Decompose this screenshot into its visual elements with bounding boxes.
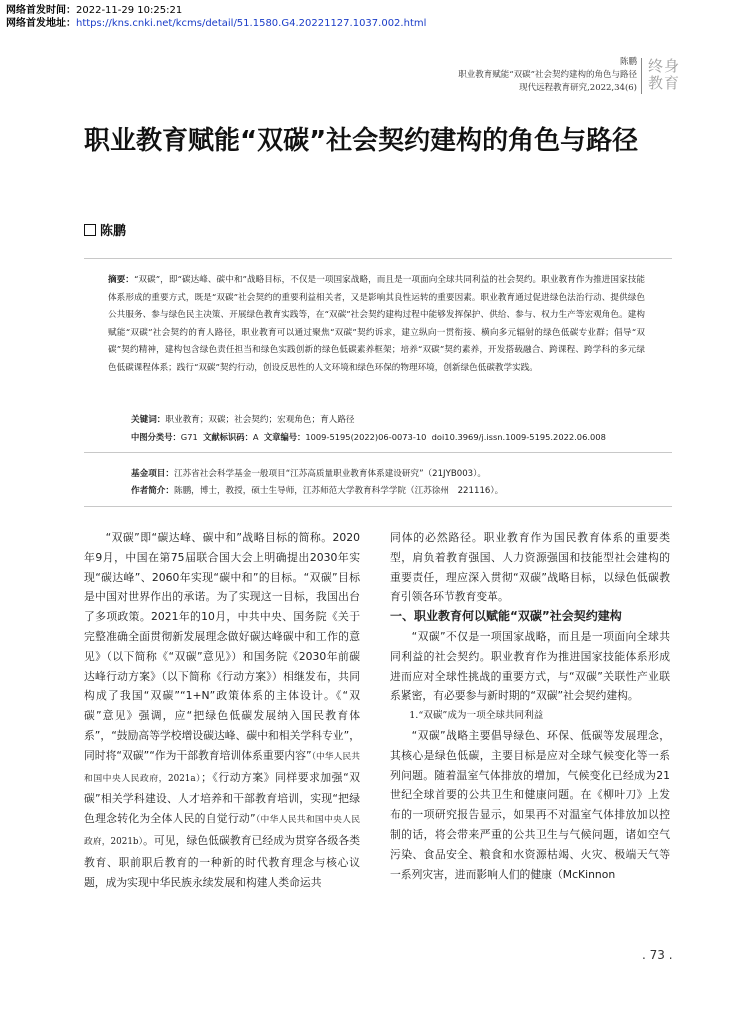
article-id-label: 文章编号： (263, 432, 306, 442)
abstract-label: 摘要： (108, 275, 134, 285)
article-title: 职业教育赋能“双碳”社会契约建构的角色与路径 (84, 126, 639, 156)
online-first-time-label: 网络首发时间： (6, 5, 76, 16)
body-column-left (84, 528, 360, 892)
body-paragraph (84, 528, 360, 892)
column-tag-line2: 教育 (648, 74, 681, 92)
citation: （中华人民共和国中央人民政府，2021a） (84, 751, 360, 784)
header-divider (641, 58, 642, 94)
online-first-time: 2022-11-29 10:25:21 (76, 5, 183, 16)
body-text: ；《行动方案》同样要求加强“双碳”相关学科建设、人才培养和干部教育培训，实现“把绿色理念转化为全体人民的自觉行动” (84, 770, 360, 826)
page-number: . 73 . (642, 948, 673, 962)
online-first-url-link[interactable]: https://kns.cnki.net/kcms/detail/51.1580.G4.20221127.1037.002.html (76, 18, 427, 29)
clc-value: G71 (180, 432, 198, 442)
rule-middle (84, 452, 672, 453)
abstract-text: “双碳”，即“碳达峰、碳中和”战略目标，不仅是一项国家战略，而且是一项面向全球共同利益的社会契约。职业教育作为推进国家技能体系形成的重要方式，既是“双碳”社会契约的重要利益相关者，又是影响其良性运转的重要因素。职业教育通过促进绿色法治行动、提供绿色公共服务、参与绿色民主决策、开展绿色教育实践等，在“双碳”社会契约建构过程中能够发挥保护、供给、参与、权力生产等宏观角色。建构赋能“双碳”社会契约的育人路径，职业教育可以通过聚焦“双碳”契约诉求，建立纵向一贯衔接、横向多元辐射的绿色低碳专业群；倡导“双碳”契约精神，建构包含绿色责任担当和绿色实践创新的绿色低碳素养框架；培养“双碳”契约素养，开发搭载融合、跨课程、跨学科的多元绿色低碳课程体系；践行“双碳”契约行动，创设反思性的人文环境和绿色环保的物理环境，创新绿色低碳教学实践。 (108, 275, 645, 373)
keywords-label: 关键词： (131, 415, 166, 425)
bio-text: 陈鹏，博士，教授，硕士生导师，江苏师范大学教育科学学院（江苏徐州 221116）。 (173, 486, 504, 496)
running-header-title: 职业教育赋能“双碳”社会契约建构的角色与路径 (458, 70, 637, 80)
body-paragraph: “双碳”不仅是一项国家战略，而且是一项面向全球共同利益的社会契约。职业教育作为推进国家技能体系形成进而应对全球性挑战的重要方式，与“双碳”关联性产业联系紧密，有必要参与新时期的“双碳”社会契约建构。 (390, 629, 670, 703)
body-paragraph: 同体的必然路径。职业教育作为国民教育体系的重要类型，肩负着教育强国、人力资源强国和技能型社会建构的重要责任，理应深入贯彻“双碳”战略目标，以绿色低碳教育引领各环节教育变革。 (390, 531, 670, 604)
column-tag-line1: 终身 (648, 57, 681, 75)
author-name: 陈鹏 (100, 224, 127, 239)
doc-code-value: A (252, 432, 259, 442)
running-header (458, 56, 637, 95)
classification-line (131, 431, 606, 443)
body-column-right (390, 528, 670, 884)
online-first-info (6, 4, 426, 30)
section-heading: 一、职业教育何以赋能“双碳”社会契约建构 (390, 609, 622, 624)
online-first-address-label: 网络首发地址： (6, 18, 76, 29)
fund-info (131, 466, 503, 500)
abstract (108, 272, 645, 377)
author-box-icon (84, 224, 96, 236)
rule-top (84, 258, 672, 259)
subsection-heading: 1.“双碳”成为一项全球共同利益 (409, 710, 544, 722)
article-author (84, 220, 126, 239)
column-tag (648, 58, 680, 92)
doi: doi10.3969/j.issn.1009-5195.2022.06.008 (431, 432, 606, 442)
running-header-journal: 现代远程教育研究,2022,34(6) (519, 83, 637, 93)
article-id-value: 1009-5195(2022)06-0073-10 (305, 432, 427, 442)
bio-label: 作者简介： (131, 486, 174, 496)
body-paragraph: “双碳”战略主要倡导绿色、环保、低碳等发展理念，其核心是绿色低碳，主要目标是应对全球气候变化等一系列问题。随着温室气体排放的增加，气候变化已经成为21世纪全球首要的公共卫生和健康问题。在《柳叶刀》上发布的一项研究报告显示，如果再不对温室气体排放加以控制的话，将会带来严重的公共卫生与气候问题，诸如空气污染、食品安全、粮食和水资源枯竭、火灾、极端天气等一系列灾害，进而影响人们的健康（McKinnon (390, 728, 670, 881)
running-header-author: 陈鹏 (619, 57, 637, 67)
keywords (131, 413, 354, 425)
fund-text: 江苏省社会科学基金一般项目“江苏高质量职业教育体系建设研究”（21JYB003）。 (173, 469, 487, 479)
rule-bottom (84, 506, 672, 507)
citation: （中华人民共和国中央人民政府，2021b） (84, 815, 360, 847)
doc-code-label: 文献标识码： (203, 432, 253, 442)
body-text: 。可见，绿色低碳教育已经成为贯穿各级各类教育、职前职后教育的一种新的时代教育理念与核心议题，成为实现中华民族永续发展和构建人类命运共 (84, 833, 361, 889)
fund-label: 基金项目： (131, 469, 174, 479)
body-text: “双碳”即“碳达峰、碳中和”战略目标的简称。2020年9月，中国在第75届联合国大会上明确提出2030年实现“碳达峰”、2060年实现“碳中和”的目标。“双碳”目标是中国对世界作出的承诺。为了实现这一目标，我国出台了多项政策。2021年的10月，中共中央、国务院《关于完整准确全面贯彻新发展理念做好碳达峰碳中和工作的意见》（以下简称《“双碳”意见》）和国务院《2030年前碳达峰行动方案》（以下简称《行动方案》）相继发布，共同构成了我国“双碳”“1+N”政策体系的主体设计。《“双碳”意见》强调，应“把绿色低碳发展纳入国民教育体系”，“鼓励高等学校增设碳达峰、碳中和相关学科专业”，同时将“双碳”“作为干部教育培训体系重要内容” (84, 531, 360, 762)
clc-label: 中图分类号： (131, 432, 181, 442)
keywords-text: 职业教育；双碳；社会契约；宏观角色；育人路径 (165, 415, 355, 425)
